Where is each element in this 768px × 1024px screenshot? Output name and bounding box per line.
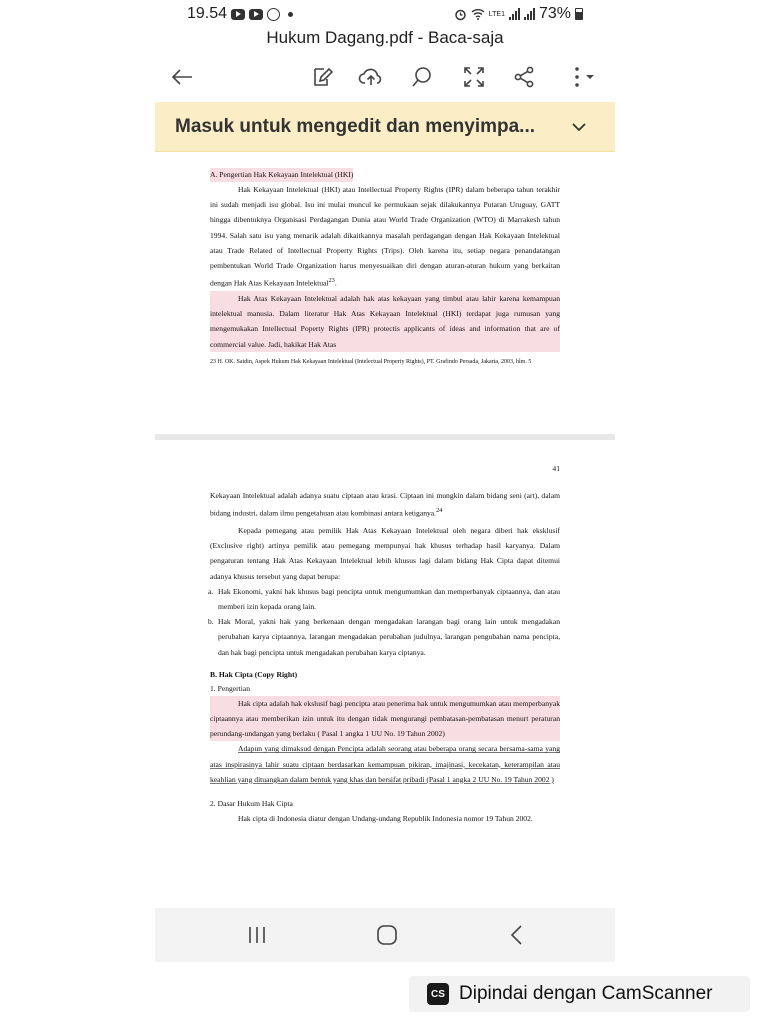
whatsapp-notification-icon xyxy=(267,8,280,21)
battery-percent: 73% xyxy=(538,5,571,22)
recent-apps-icon xyxy=(246,925,268,945)
footnote-ref: 24 xyxy=(436,507,443,515)
document-title: Hukum Dagang.pdf - Baca-saja xyxy=(266,28,504,47)
paragraph xyxy=(210,488,560,521)
list-item xyxy=(210,614,560,660)
youtube-notification-icon xyxy=(231,9,245,20)
alarm-icon xyxy=(454,8,467,21)
search-icon xyxy=(411,66,433,88)
section-heading-b: B. Hak Cipta (Copy Right) xyxy=(210,669,298,679)
share-icon xyxy=(513,66,535,88)
fullscreen-icon xyxy=(463,66,485,88)
youtube-notification-icon-2 xyxy=(249,9,263,20)
list-marker: a. xyxy=(208,586,214,596)
home-icon xyxy=(376,924,398,946)
status-right xyxy=(454,5,583,23)
footnote-ref: 23 xyxy=(328,277,335,285)
back-button[interactable] xyxy=(165,58,199,96)
recent-apps-button[interactable] xyxy=(227,908,287,962)
camscanner-watermark xyxy=(409,976,750,1012)
chevron-down-icon[interactable] xyxy=(571,122,587,132)
footnote: 23 H. OK. Saidin, Aspek Hukum Hak Kekayaan Intelektual (Intelectual Property Rights), PT. Grafindo Persada, Jakarta, 2003, hlm. 5 xyxy=(210,358,532,365)
network-label: LTE1 xyxy=(488,10,505,18)
edit-button[interactable] xyxy=(305,58,339,96)
pdf-page-2 xyxy=(155,440,615,908)
watermark-text: Dipindai dengan CamScanner xyxy=(459,983,713,1004)
list-item xyxy=(210,584,560,614)
more-options-icon xyxy=(569,66,597,88)
paragraph: Hak cipta di Indonesia diatur dengan Undang-undang Republik Indonesia nomor 19 Tahun 2002. xyxy=(238,813,533,823)
toolbar xyxy=(155,58,615,96)
banner-text: Masuk untuk mengedit dan menyimpa... xyxy=(175,115,536,137)
cloud-upload-button[interactable] xyxy=(353,58,389,96)
paragraph-highlighted: Hak Atas Kekayaan Intelektual adalah hak atas kekayaan yang timbul atau lahir karena kemampuan intelektual manusia. Dalam literatur Hak Atas Kekayaan Intelektual (HKI) terdapat juga rumusan yang mengemukakan Intellectual Poperty Rights (IPR) protectis applicants of ideas and information that are of commercial value. Jadi, hakikat Hak Atas xyxy=(210,291,560,352)
system-back-button[interactable] xyxy=(487,908,547,962)
paragraph: Kepada pemegang atau pemilik Hak Atas Kekayaan Intelektual oleh negara diberi hak eksklusif (Exclusive right) artinya pemilik atau pemegang mempunyai hak khusus terhadap hasil karyanya. Dalam pengaturan tentang Hak Atas Kekayaan Intelektual lebih khusus lagi dalam bidang Hak Cipta dapat ditemui adanya khusus tersebut yang dapat berupa: xyxy=(210,525,560,581)
battery-icon xyxy=(575,8,583,20)
paragraph: Hak Kekayaan Intelektual (HKI) atau Intellectual Property Rights (IPR) dalam beberapa tahun terakhir ini sudah menjadi isu global. Isu ini mulai muncul ke permukaan sejak dilakukannya Putaran Uruguay, GATT hingga dibentuknya Organisasi Perdagangan Dunia atau World Trade Organization (WTO) di Marrakesh tahun 1994. Salah satu isu yang menarik adalah dikaitkannya masalah perdagangan dengan Hak Kekayaan Intelektual atau Trade Related of Intellectual Property Rights (Trips). Oleh karena itu, setiap negara penandatangan pembentukan World Trade Organization harus menyesuaikan diri dengan aturan-aturan hukum yang berkaitan dengan Hak Atas Kekayaan Intelektual$^{23}$. xyxy=(210,185,560,288)
page-number: 41 xyxy=(552,464,560,473)
status-bar xyxy=(155,0,615,28)
status-time: 19.54 xyxy=(187,5,228,22)
system-navigation-bar xyxy=(155,908,615,962)
paragraph-underlined: Adapun yang dimaksud dengan Pencipta adalah seorang atau beberapa orang secara bersama-sama yang atas inspirasinya lahir suatu ciptaan berdasarkan kemampuan pikiran, imajinasi, kecekatan, keterampilan atau keahlian yang dituangkan dalam bentuk yang khas dan bersifat pribadi (Pasal 1 angka 2 UU No. 19 Tahun 2002 ) xyxy=(210,744,560,784)
pdf-page-1 xyxy=(155,152,615,434)
list-marker: b. xyxy=(208,617,214,627)
fullscreen-button[interactable] xyxy=(457,58,491,96)
page-2-content xyxy=(210,488,560,826)
paragraph-text: Hak Kekayaan Intelektual (HKI) atau Intellectual Property Rights (IPR) dalam beberapa tahun terakhir ini sudah menjadi isu global. Isu ini mulai muncul ke permukaan sejak dilakukannya Putaran Uruguay, GATT hingga dibentuknya Organisasi Perdagangan Dunia atau World Trade Organization (WTO) di Marrakesh tahun 1994. Salah satu isu yang menarik adalah dikaitkannya masalah perdagangan dengan Hak Kekayaan Intelektual atau Trade Related of Intellectual Property Rights (Trips). Oleh karena itu, setiap negara penandatangan pembentukan World Trade Organization harus menyesuaikan diri dengan aturan-aturan hukum yang berkaitan dengan Hak Atas Kekayaan Intelektual xyxy=(210,185,560,288)
signal-icon-2 xyxy=(524,8,535,20)
back-icon xyxy=(509,924,525,946)
wifi-icon xyxy=(471,8,485,20)
back-arrow-icon xyxy=(170,67,194,87)
sign-in-banner[interactable] xyxy=(155,102,615,152)
paragraph-text: Kekayaan Intelektual adalah adanya suatu ciptaan atau krasi. Ciptaan ini mungkin dalam bidang seni (art), dalam bidang industri, dalam ilmu pengetahuan atau kombinasi antara ketiganya. xyxy=(210,491,560,518)
more-options-button[interactable] xyxy=(563,58,603,96)
page-1-content xyxy=(210,164,560,366)
share-button[interactable] xyxy=(507,58,541,96)
paragraph-highlighted: Hak cipta adalah hak ekslusif bagi pencipta atau penerima hak untuk mengumumkan atau memperbanyak ciptaannya atau memberikan izin untuk itu dengan tidak mengurangi pembatasan-pembatasan menurt peraturan perundang-undangan yang berlaku ( Pasal 1 angka 1 UU No. 19 Tahun 2002) xyxy=(210,696,560,742)
camscanner-logo-icon: CS xyxy=(427,983,449,1005)
edit-icon xyxy=(311,66,333,88)
list-text: Hak Ekonomi, yakni hak khusus bagi pencipta untuk mengumumkan dan memperbanyak ciptaannya, dan atau memberi izin kepada orang lain. xyxy=(218,586,560,611)
cloud-upload-icon xyxy=(358,66,384,88)
signal-icon xyxy=(509,8,520,20)
list-text: Hak Moral, yakni hak yang berkenaan dengan mengadakan larangan bagi orang lain untuk mengadakan perubahan karya ciptaannya, larangan mengadakan perubahan judulnya, larangan pengubahan nama pencipta, dan hak bagi pencipta untuk mengadakan perubahan karya ciptanya. xyxy=(218,617,560,657)
status-left xyxy=(187,5,293,23)
subsection-heading: 2. Dasar Hukum Hak Cipta xyxy=(210,798,293,808)
section-heading-a: A. Pengertian Hak Kekayaan Intelektual (HKI) xyxy=(210,168,353,182)
home-button[interactable] xyxy=(357,908,417,962)
more-notifications-icon xyxy=(288,12,293,17)
search-button[interactable] xyxy=(405,58,439,96)
subsection-heading: 1. Pengertian xyxy=(210,683,251,693)
